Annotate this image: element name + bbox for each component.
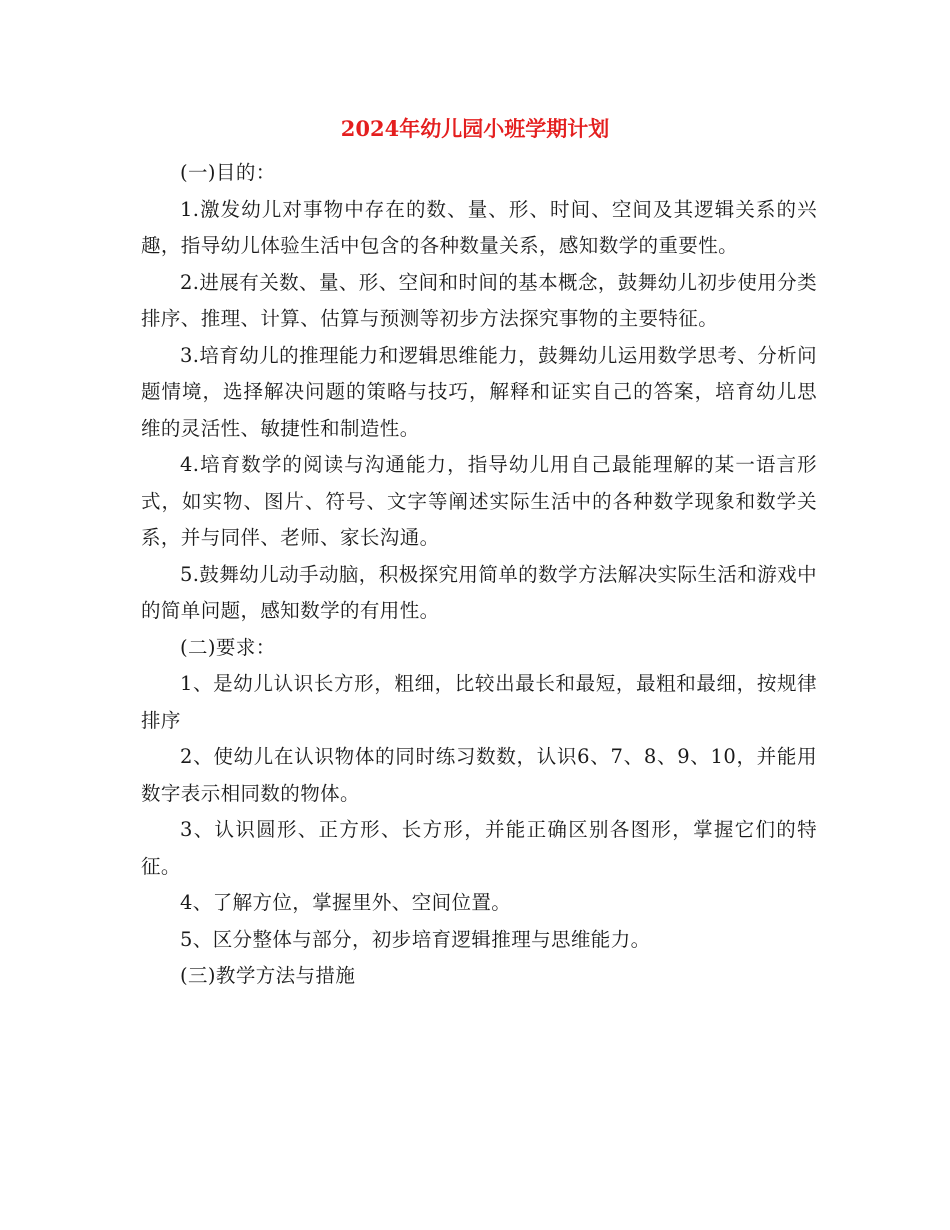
goal-item-5: 5.鼓舞幼儿动手动脑，积极探究用简单的数学方法解决实际生活和游戏中的简单问题，感知数学的有用性。 [141, 562, 817, 622]
goal-item-1: 1.激发幼儿对事物中存在的数、量、形、时间、空间及其逻辑关系的兴趣，指导幼儿体验生活中包含的各种数量关系，感知数学的重要性。 [141, 197, 817, 257]
section-heading-requirements: (二)要求： [180, 635, 276, 659]
section-heading-methods: (三)教学方法与措施 [180, 964, 356, 987]
document-title: 2024年幼儿园小班学期计划 [340, 116, 610, 141]
section-heading-goals: (一)目的： [180, 161, 276, 184]
requirement-item-4: 4、了解方位，掌握里外、空间位置。 [180, 891, 512, 914]
requirement-item-2: 2、使幼儿在认识物体的同时练习数数，认识6、7、8、9、10，并能用数字表示相同数的物体。 [141, 745, 817, 805]
goal-item-3: 3.培育幼儿的推理能力和逻辑思维能力，鼓舞幼儿运用数学思考、分析问题情境，选择解决问题的策略与技巧，解释和证实自己的答案，培育幼儿思维的灵活性、敏捷性和制造性。 [141, 343, 817, 440]
goal-item-4: 4.培育数学的阅读与沟通能力，指导幼儿用自己最能理解的某一语言形式，如实物、图片、符号、文字等阐述实际生活中的各种数学现象和数学关系，并与同伴、老师、家长沟通。 [141, 453, 817, 549]
requirement-item-3: 3、认识圆形、正方形、长方形，并能正确区别各图形，掌握它们的特征。 [141, 818, 817, 878]
requirement-item-5: 5、区分整体与部分，初步培育逻辑推理与思维能力。 [180, 927, 651, 951]
requirement-item-1: 1、是幼儿认识长方形，粗细，比较出最长和最短，最粗和最细，按规律排序 [141, 672, 817, 732]
goal-item-2: 2.进展有关数、量、形、空间和时间的基本概念，鼓舞幼儿初步使用分类排序、推理、计算、估算与预测等初步方法探究事物的主要特征。 [141, 270, 817, 330]
document-body [141, 155, 817, 995]
